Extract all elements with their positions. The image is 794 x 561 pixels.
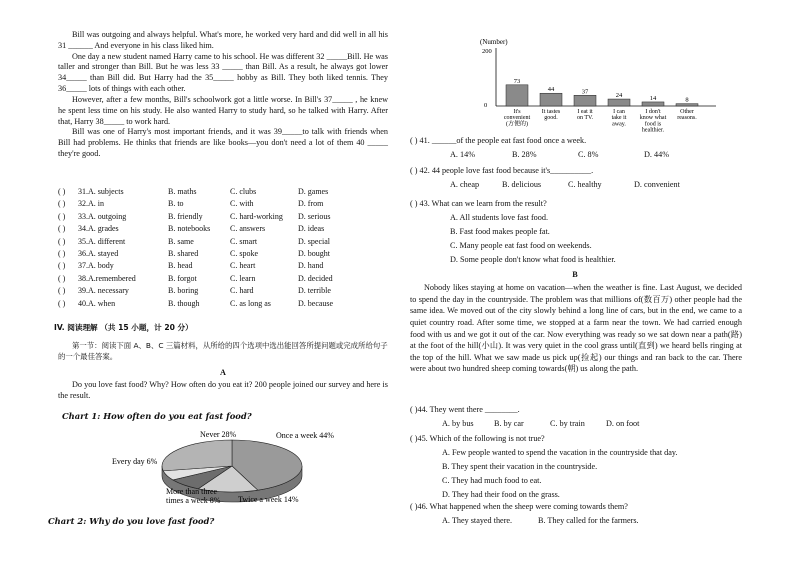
option-39-c[interactable]: C. hard <box>230 286 254 296</box>
bar-ytick-0: 0 <box>484 102 488 109</box>
option-37-c[interactable]: C. heart <box>230 261 256 271</box>
q41-option-d[interactable]: D. 44% <box>644 149 670 159</box>
option-38-a[interactable]: 38.A.remembered <box>78 273 136 283</box>
option-34-c[interactable]: C. answers <box>230 224 266 234</box>
bar-value-label-1: 73 <box>513 77 521 85</box>
option-38-d[interactable]: D. decided <box>298 273 333 283</box>
option-35-d[interactable]: D. special <box>298 236 330 246</box>
pie-label-twice-a-week: Twice a week 14% <box>238 495 299 504</box>
bar-value-label-2: 44 <box>547 86 555 94</box>
q42-option-d[interactable]: D. convenient <box>634 179 680 189</box>
answer-blank-39[interactable]: ( ) <box>58 286 66 296</box>
q44-option-a[interactable]: A. by bus <box>442 418 474 428</box>
option-36-b[interactable]: B. shared <box>168 248 199 258</box>
bar-value-label-3: 37 <box>581 88 589 96</box>
pie-label-more-than-three: More than three <box>166 487 218 496</box>
option-31-c[interactable]: C. clubs <box>230 187 257 196</box>
option-37-d[interactable]: D. hand <box>298 261 324 271</box>
option-32-a[interactable]: 32.A. in <box>78 199 104 209</box>
chart1-title: Chart 1: How often do you eat fast food? <box>62 411 252 421</box>
option-39-a[interactable]: 39.A. necessary <box>78 286 129 296</box>
q46-stem: ( )46. What happened when the sheep were coming towards them? <box>410 502 628 511</box>
bar-category-label-2: It tastes good. <box>541 109 561 122</box>
answer-blank-31[interactable]: ( ) <box>58 187 66 196</box>
cloze-paragraph-3: However, after a few months, Bill's schoolwork got a little worse. In Bill's 37_____ , he knew he spent less time on his study. He also wanted Harry to study hard, so he talked with Harry. After that, Harry 38_____ to work hard. <box>58 94 388 126</box>
q43-option-b[interactable]: B. Fast food makes people fat. <box>450 226 550 236</box>
bar-category-label-6: Other reasons. <box>677 109 697 122</box>
cloze-options <box>58 186 398 310</box>
q41-option-c[interactable]: C. 8% <box>578 149 599 159</box>
q42-option-c[interactable]: C. healthy <box>568 179 602 189</box>
option-37-b[interactable]: B. head <box>168 261 193 271</box>
q44-option-b[interactable]: B. by car <box>494 418 524 428</box>
bar-2 <box>540 93 562 106</box>
q45-option-c[interactable]: C. They had much food to eat. <box>442 475 542 485</box>
question-46 <box>410 500 740 528</box>
q45-stem: ( )45. Which of the following is not true? <box>410 434 545 443</box>
bar-3 <box>574 95 596 106</box>
q42-option-a[interactable]: A. cheap <box>450 179 480 189</box>
option-35-a[interactable]: 35.A. different <box>78 236 126 246</box>
q46-option-a[interactable]: A. They stayed there. <box>442 515 513 525</box>
option-36-c[interactable]: C. spoke <box>230 248 258 258</box>
option-34-b[interactable]: B. notebooks <box>168 224 211 234</box>
bar-category-label-1: It's convenient (方便的) <box>503 109 531 128</box>
chart2-bar <box>476 34 726 134</box>
answer-blank-33[interactable]: ( ) <box>58 211 66 221</box>
option-33-a[interactable]: 33.A. outgoing <box>78 211 127 221</box>
q46-option-b[interactable]: B. They called for the farmers. <box>538 515 639 525</box>
option-35-b[interactable]: B. same <box>168 236 194 246</box>
option-32-c[interactable]: C. with <box>230 199 254 209</box>
cloze-paragraph-4: Bill was one of Harry's most important friends, and it was 39_____to talk with friends when Bill had problems. He thinks that friends are like books—you don't need a lot of them 40 _____ they're good. <box>58 127 388 159</box>
q41-option-b[interactable]: B. 28% <box>512 149 537 159</box>
passage-a-intro: Do you love fast food? Why? How often do you eat it? 200 people joined our survey and here is the result. <box>58 380 388 400</box>
pie-slice-never <box>162 440 232 471</box>
option-31-d[interactable]: D. games <box>298 187 329 196</box>
q45-option-d[interactable]: D. They had their food on the grass. <box>442 489 560 499</box>
option-37-a[interactable]: 37.A. body <box>78 261 114 271</box>
bar-4 <box>608 99 630 106</box>
bar-5 <box>642 102 664 106</box>
instructions: 第一节：阅读下面 A、B、C 三篇材料，从所给的四个选项中选出能回答所提问题或完成所给句子的一个最佳答案。 <box>58 341 388 362</box>
option-32-d[interactable]: D. from <box>298 199 324 209</box>
q43-option-d[interactable]: D. Some people don't know what food is healthier. <box>450 254 616 264</box>
option-39-d[interactable]: D. terrible <box>298 286 331 296</box>
passage-a-label: A <box>220 368 226 377</box>
q44-option-c[interactable]: C. by train <box>550 418 585 428</box>
q43-option-a[interactable]: A. All students love fast food. <box>450 212 549 222</box>
bar-category-label-5: I don't know what food is healthier. <box>639 109 667 134</box>
option-34-a[interactable]: 34.A. grades <box>78 224 119 234</box>
question-45 <box>410 432 740 502</box>
option-38-c[interactable]: C. learn <box>230 273 256 283</box>
question-42 <box>410 166 740 191</box>
q45-option-b[interactable]: B. They spent their vacation in the countryside. <box>442 461 598 471</box>
q43-option-c[interactable]: C. Many people eat fast food on weekends. <box>450 240 592 250</box>
bar-category-label-3: I eat it on TV. <box>576 109 594 122</box>
chart2-title: Chart 2: Why do you love fast food? <box>48 516 215 526</box>
bar-value-label-5: 14 <box>649 94 657 102</box>
option-36-d[interactable]: D. bought <box>298 248 330 258</box>
q41-stem: ( ) 41. ______of the people eat fast food once a week. <box>410 136 587 145</box>
option-32-b[interactable]: B. to <box>168 199 184 209</box>
question-41 <box>410 136 740 161</box>
pie-label-every-day: Every day 6% <box>112 457 158 466</box>
option-40-d[interactable]: D. because <box>298 298 334 308</box>
answer-blank-32[interactable]: ( ) <box>58 199 66 209</box>
q44-stem: ( )44. They went there ________. <box>410 405 520 414</box>
bar-6 <box>676 104 698 106</box>
cloze-paragraph-2: One day a new student named Harry came to his school. He was different 32 _____Bill. He was taller and stronger than Bill. But he was less 33 _____ than Bill. As a result, he always got lower 34_____ than Bill did. But Harry had the 35_____ hobby as Bill. They both liked tennis. They 36_____ lots of things with each other. <box>58 51 388 94</box>
option-36-a[interactable]: 36.A. stayed <box>78 248 119 258</box>
option-40-c[interactable]: C. as long as <box>230 298 271 308</box>
option-34-d[interactable]: D. ideas <box>298 224 325 234</box>
q43-stem: ( ) 43. What can we learn from the result? <box>410 199 547 208</box>
bar-value-label-4: 24 <box>615 92 623 100</box>
passage-b-label: B <box>572 270 578 279</box>
answer-blank-38[interactable]: ( ) <box>58 273 66 283</box>
bar-1 <box>506 85 528 106</box>
q45-option-a[interactable]: A. Few people wanted to spend the vacation in the countryside that day. <box>442 447 678 457</box>
option-35-c[interactable]: C. smart <box>230 236 258 246</box>
q44-option-d[interactable]: D. on foot <box>606 418 640 428</box>
bar-value-label-6: 8 <box>685 96 689 104</box>
question-44 <box>410 405 740 430</box>
pie-label-never: Never 28% <box>200 430 237 439</box>
q42-option-b[interactable]: B. delicious <box>502 179 542 189</box>
pie-label-more-than-three-line2: times a week 8% <box>166 496 221 505</box>
q41-option-a[interactable]: A. 14% <box>450 149 476 159</box>
option-33-c[interactable]: C. hard-working <box>230 211 283 221</box>
answer-blank-35[interactable]: ( ) <box>58 236 66 246</box>
option-31-a[interactable]: 31.A. subjects <box>78 187 124 196</box>
answer-blank-40[interactable]: ( ) <box>58 298 66 308</box>
answer-blank-37[interactable]: ( ) <box>58 261 66 271</box>
passage-b: Nobody likes staying at home on vacation—when the weather is fine. Last August, we decided to spend the day in the countryside. The problem was that millions of(数百万) other people had the same idea. We moved out of the city slowly behind a long line of cars, but in the end, we came to a quiet country road. After some time, we stopped at a farm near the town. We had carried enough food with us and we got it out of the car. Now everything was ready so we sat down near a path(路) at the foot of the hill(小山). It was very quiet in the cool grass until(直到) we heard bells ringing at the top of the hill. What we saw made us pick up(捡起) our things and ran back to the car. There were about two hundred sheep coming towards(朝) us along the path. <box>410 283 742 374</box>
bar-category-label-4: I can take it away. <box>611 109 627 128</box>
cloze-paragraph-1: Bill was outgoing and always helpful. What's more, he worked very hard and did well in all his 31 ______ And everyone in his class liked him. <box>58 30 388 50</box>
option-31-b[interactable]: B. maths <box>168 187 197 196</box>
answer-blank-36[interactable]: ( ) <box>58 248 66 258</box>
pie-label-once-a-week: Once a week 44% <box>276 431 334 440</box>
option-33-b[interactable]: B. friendly <box>168 211 203 221</box>
option-39-b[interactable]: B. boring <box>168 286 199 296</box>
answer-blank-34[interactable]: ( ) <box>58 224 66 234</box>
chart1-pie <box>104 424 354 520</box>
option-40-b[interactable]: B. though <box>168 298 200 308</box>
bar-ytick-200: 200 <box>482 48 492 55</box>
section-title: IV. 阅读理解 （共 15 小题，计 20 分） <box>54 323 193 332</box>
option-38-b[interactable]: B. forgot <box>168 273 197 283</box>
question-43 <box>410 197 740 267</box>
bar-ylabel: (Number) <box>480 38 508 46</box>
option-40-a[interactable]: 40.A. when <box>78 298 116 308</box>
option-33-d[interactable]: D. serious <box>298 211 331 221</box>
q42-stem: ( ) 42. 44 people love fast food because it's__________. <box>410 166 594 175</box>
